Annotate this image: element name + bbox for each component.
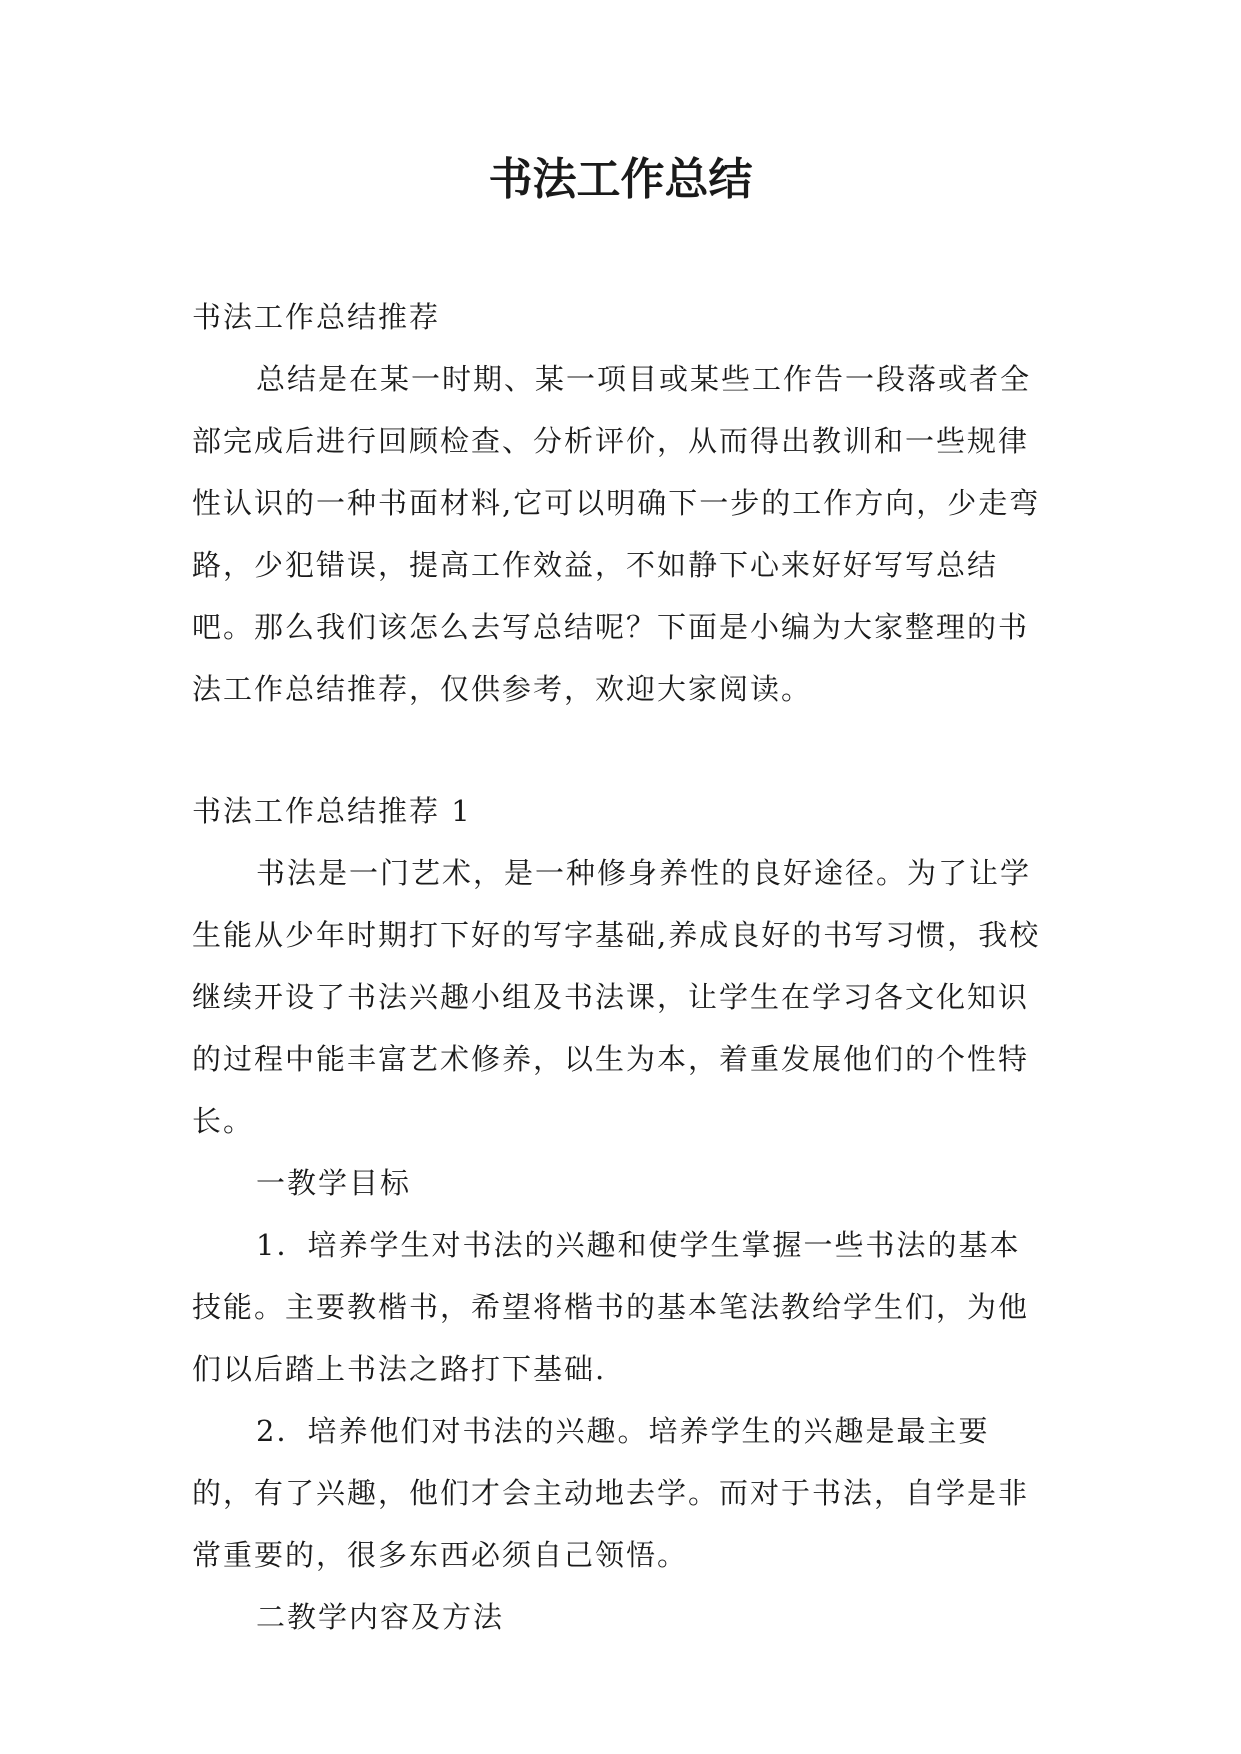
intro-paragraph: 总结是在某一时期、某一项目或某些工作告一段落或者全部完成后进行回顾检查、分析评价，从而得出教训和一些规律性认识的一种书面材料,它可以明确下一步的工作方向，少走弯路，少犯错误，提高工作效益，不如静下心来好好写写总结吧。那么我们该怎么去写总结呢？下面是小编为大家整理的书法工作总结推荐，仅供参考，欢迎大家阅读。 [192, 362, 1041, 706]
section1-paragraph: 书法是一门艺术，是一种修身养性的良好途径。为了让学生能从少年时期打下好的写字基础,养成良好的书写习惯，我校继续开设了书法兴趣小组及书法课，让学生在学习各文化知识的过程中能丰富艺术修养，以生为本，着重发展他们的个性特长。 [192, 856, 1041, 1138]
goals-subheading: 一教学目标 [256, 1166, 412, 1200]
document-title: 书法工作总结 [488, 154, 753, 205]
goal-2-paragraph: 2．培养他们对书法的兴趣。培养学生的兴趣是最主要的，有了兴趣，他们才会主动地去学。而对于书法，自学是非常重要的，很多东西必须自己领悟。 [192, 1414, 1030, 1572]
document-body [192, 286, 1048, 1648]
section1-heading: 书法工作总结推荐 1 [192, 794, 472, 828]
intro-heading: 书法工作总结推荐 [192, 300, 441, 334]
content-method-subheading: 二教学内容及方法 [256, 1600, 505, 1634]
goal-1-paragraph: 1．培养学生对书法的兴趣和使学生掌握一些书法的基本技能。主要教楷书，希望将楷书的基本笔法教给学生们，为他们以后踏上书法之路打下基础. [192, 1228, 1030, 1386]
